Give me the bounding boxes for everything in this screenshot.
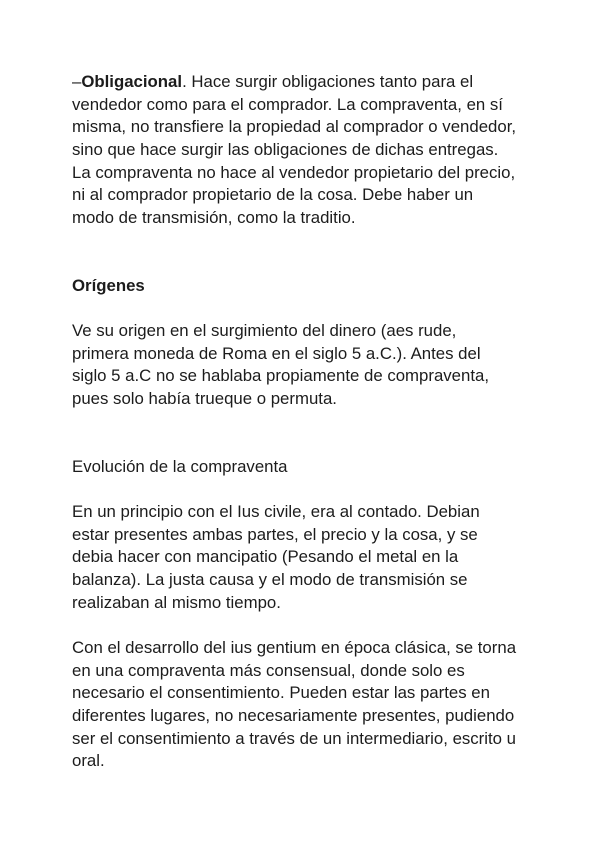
text-line: [72, 71, 542, 94]
paragraph-ius-civile: [72, 501, 542, 614]
text-line: En un principio con el Ius civile, era al contado. Debian: [72, 502, 480, 522]
text-fragment: . Hace surgir obligaciones tanto para el: [182, 72, 474, 91]
text-line: misma, no transfiere la propiedad al comprador o vendedor,: [72, 117, 517, 137]
text-line: estar presentes ambas partes, el precio y la cosa, y se: [72, 524, 478, 544]
text-line: ser el consentimiento a través de un intermediario, escrito u: [72, 728, 516, 748]
text-line: modo de transmisión, como la traditio.: [72, 207, 356, 227]
text-line: necesario el consentimiento. Pueden estar las partes en: [72, 683, 490, 703]
paragraph-ius-gentium: [72, 637, 542, 773]
text-line: realizaban al mismo tiempo.: [72, 592, 281, 612]
text-line: en una compraventa más consensual, donde solo es: [72, 660, 465, 680]
section-heading-origenes: Orígenes: [72, 275, 145, 295]
paragraph-obligacional: [72, 71, 542, 229]
text-line: Con el desarrollo del ius gentium en época clásica, se torna: [72, 638, 517, 658]
document-body: [72, 71, 542, 773]
text-line: primera moneda de Roma en el siglo 5 a.C.). Antes del: [72, 343, 481, 363]
text-line: oral.: [72, 751, 105, 771]
text-line: diferentes lugares, no necesariamente presentes, pudiendo: [72, 705, 515, 725]
text-line: ni al comprador propietario de la cosa. Debe haber un: [72, 185, 474, 205]
section-heading-evolucion: Evolución de la compraventa: [72, 456, 288, 476]
text-line: vendedor como para el comprador. La compraventa, en sí: [72, 94, 503, 114]
text-line: sino que hace surgir las obligaciones de dichas entregas.: [72, 139, 499, 159]
text-line: pues solo había trueque o permuta.: [72, 388, 337, 408]
text-line: Ve su origen en el surgimiento del dinero (aes rude,: [72, 321, 457, 341]
text-line: La compraventa no hace al vendedor propietario del precio,: [72, 162, 516, 182]
term-obligacional: Obligacional: [81, 72, 183, 91]
text-line: balanza). La justa causa y el modo de transmisión se: [72, 570, 468, 590]
list-dash: –: [72, 72, 82, 91]
text-line: siglo 5 a.C no se hablaba propiamente de compraventa,: [72, 366, 489, 386]
text-line: debia hacer con mancipatio (Pesando el metal en la: [72, 547, 459, 567]
paragraph-origenes: [72, 320, 542, 411]
